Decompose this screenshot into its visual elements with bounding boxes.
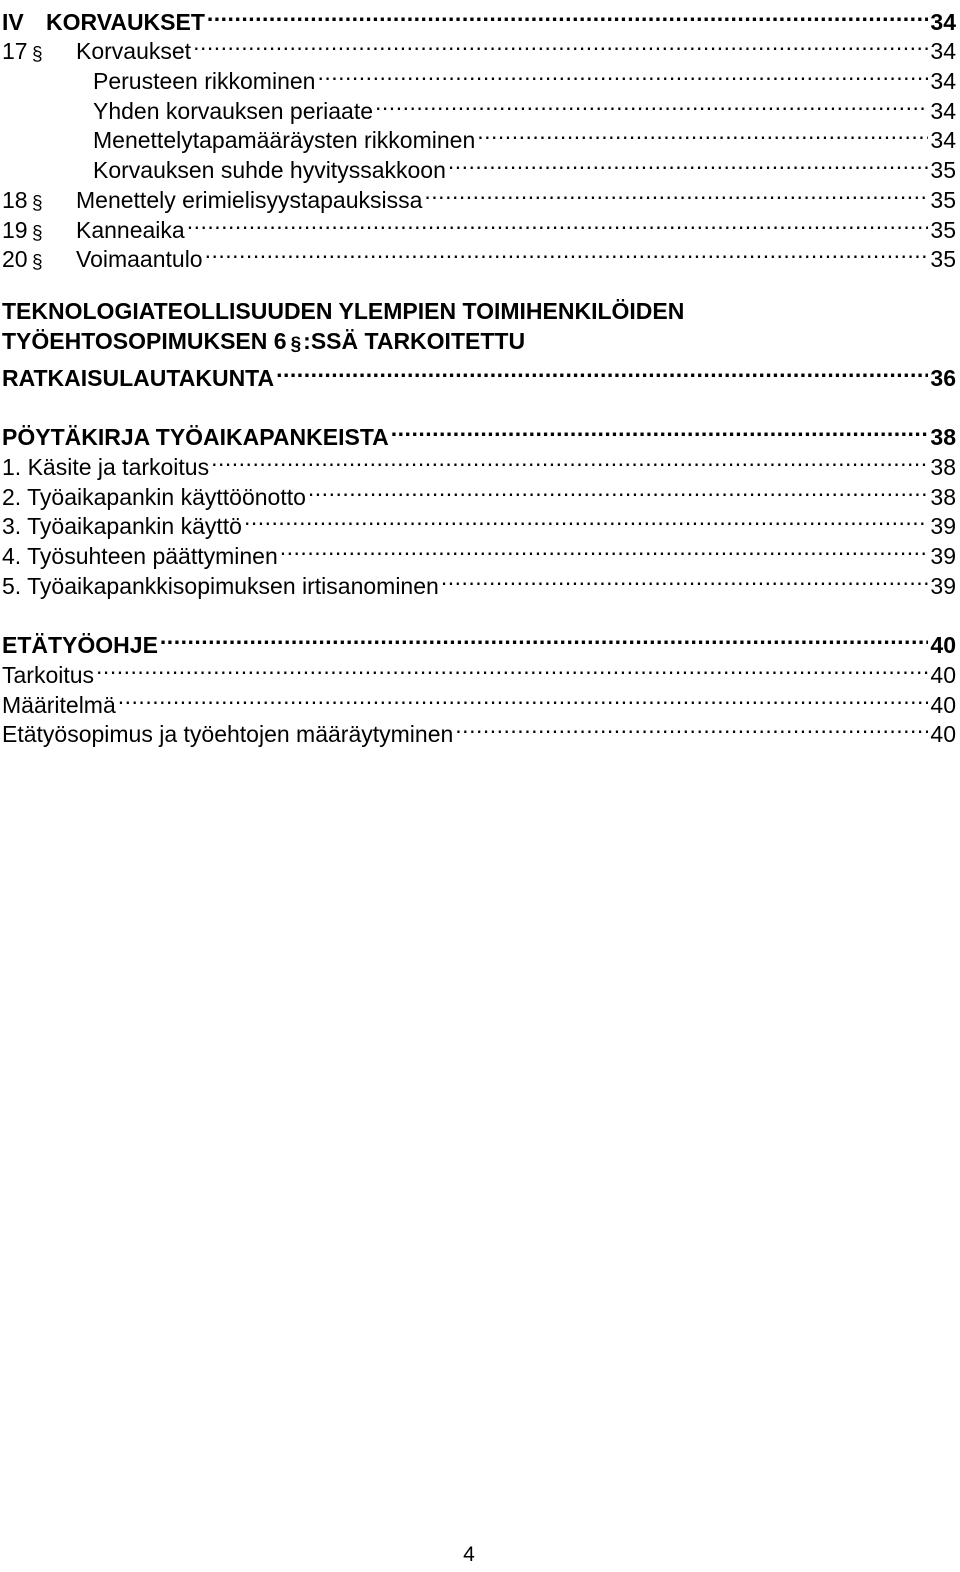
section-number: 19 (2, 216, 28, 243)
dot-leader (187, 208, 929, 238)
dot-leader (308, 475, 929, 505)
entry-title: Voimaantulo (76, 246, 203, 273)
toc-chapter-heading[interactable] (2, 0, 956, 35)
section-sign: § (32, 222, 43, 244)
section-number: 20 (2, 246, 28, 273)
dot-leader (205, 238, 929, 268)
dot-leader (276, 356, 928, 386)
page-ref: 40 (930, 721, 956, 748)
page-ref: 34 (930, 68, 956, 95)
entry-title: Korvaukset (76, 38, 192, 65)
chapter-number: IV (2, 8, 24, 35)
heading-text: PÖYTÄKIRJA TYÖAIKAPANKEISTA (2, 424, 389, 451)
chapter-title: KORVAUKSET (46, 8, 205, 35)
page-number: 4 (463, 1543, 475, 1566)
section-number: 18 (2, 186, 28, 213)
toc-subentry[interactable] (2, 653, 956, 688)
toc-heading-ratkaisulautakunta[interactable] (2, 356, 956, 391)
page-ref: 36 (930, 364, 956, 391)
section-sign: § (32, 44, 43, 66)
dot-leader (244, 505, 928, 535)
dot-leader (160, 623, 928, 653)
page-ref: 35 (930, 216, 956, 243)
page-ref: 38 (930, 424, 956, 451)
entry-title: Tarkoitus (2, 661, 95, 688)
dot-leader (96, 653, 928, 683)
entry-title: 1. Käsite ja tarkoitus (2, 454, 210, 480)
toc-heading-poytakirja[interactable] (2, 416, 956, 451)
page-ref: 34 (930, 38, 956, 65)
entry-title: Etätyösopimus ja työehtojen määräytyminen (2, 721, 454, 748)
entry-title: Menettely erimielisyystapauksissa (76, 186, 423, 213)
table-of-contents (2, 0, 956, 748)
entry-title: Kanneaika (76, 216, 185, 243)
page-ref: 39 (930, 513, 956, 540)
dot-leader (211, 445, 928, 475)
entry-title: 4. Työsuhteen päättyminen (2, 543, 278, 570)
dot-leader (441, 564, 929, 594)
page-ref: 35 (930, 186, 956, 213)
page-ref: 40 (930, 691, 956, 718)
page-ref: 40 (930, 661, 956, 688)
heading-text: TEKNOLOGIATEOLLISUUDEN YLEMPIEN TOIMIHENKILÖIDEN (2, 297, 685, 324)
section-sign: § (32, 252, 43, 274)
entry-title: Määritelmä (2, 691, 116, 718)
dot-leader (207, 0, 929, 30)
page-ref: 35 (930, 246, 956, 273)
page-ref: 34 (930, 97, 956, 124)
page-ref: 38 (930, 454, 956, 480)
entry-title: Perusteen rikkominen (93, 68, 316, 95)
page-ref: 38 (930, 483, 956, 510)
heading-text: TYÖEHTOSOPIMUKSEN 6 (2, 327, 287, 354)
entry-title: 2. Työaikapankin käyttöönotto (2, 483, 306, 510)
heading-text: ETÄTYÖOHJE (2, 632, 158, 659)
page-ref: 40 (930, 632, 956, 659)
toc-heading-etatyoohje[interactable] (2, 623, 956, 659)
dot-leader (193, 30, 928, 60)
dot-leader (280, 534, 929, 564)
toc-heading-line[interactable] (2, 327, 956, 357)
page-ref: 34 (930, 8, 956, 35)
page-ref: 39 (930, 572, 956, 599)
page-ref: 34 (930, 127, 956, 154)
dot-leader (424, 178, 928, 208)
toc-subentry[interactable] (2, 713, 956, 748)
heading-text: :SSÄ TARKOITETTU (303, 327, 526, 354)
page-ref: 35 (930, 157, 956, 184)
page-ref: 39 (930, 543, 956, 570)
dot-leader (448, 148, 929, 178)
entry-title: Menettelytapamääräysten rikkominen (93, 127, 476, 154)
dot-leader (118, 683, 929, 713)
entry-title: 3. Työaikapankin käyttö (2, 513, 242, 540)
dot-leader (317, 59, 928, 89)
entry-title: 5. Työaikapankkisopimuksen irtisanominen (2, 572, 439, 599)
entry-title: Yhden korvauksen periaate (93, 97, 374, 124)
section-sign: § (290, 333, 302, 355)
dot-leader (477, 119, 928, 149)
dot-leader (391, 416, 929, 446)
section-number: 17 (2, 38, 28, 65)
section-sign: § (32, 192, 43, 214)
dot-leader (455, 713, 928, 743)
toc-subentry[interactable] (2, 683, 956, 718)
entry-title: Korvauksen suhde hyvityssakkoon (93, 157, 446, 184)
dot-leader (375, 89, 928, 119)
toc-heading-line[interactable] (2, 297, 956, 327)
heading-text: RATKAISULAUTAKUNTA (2, 364, 275, 391)
